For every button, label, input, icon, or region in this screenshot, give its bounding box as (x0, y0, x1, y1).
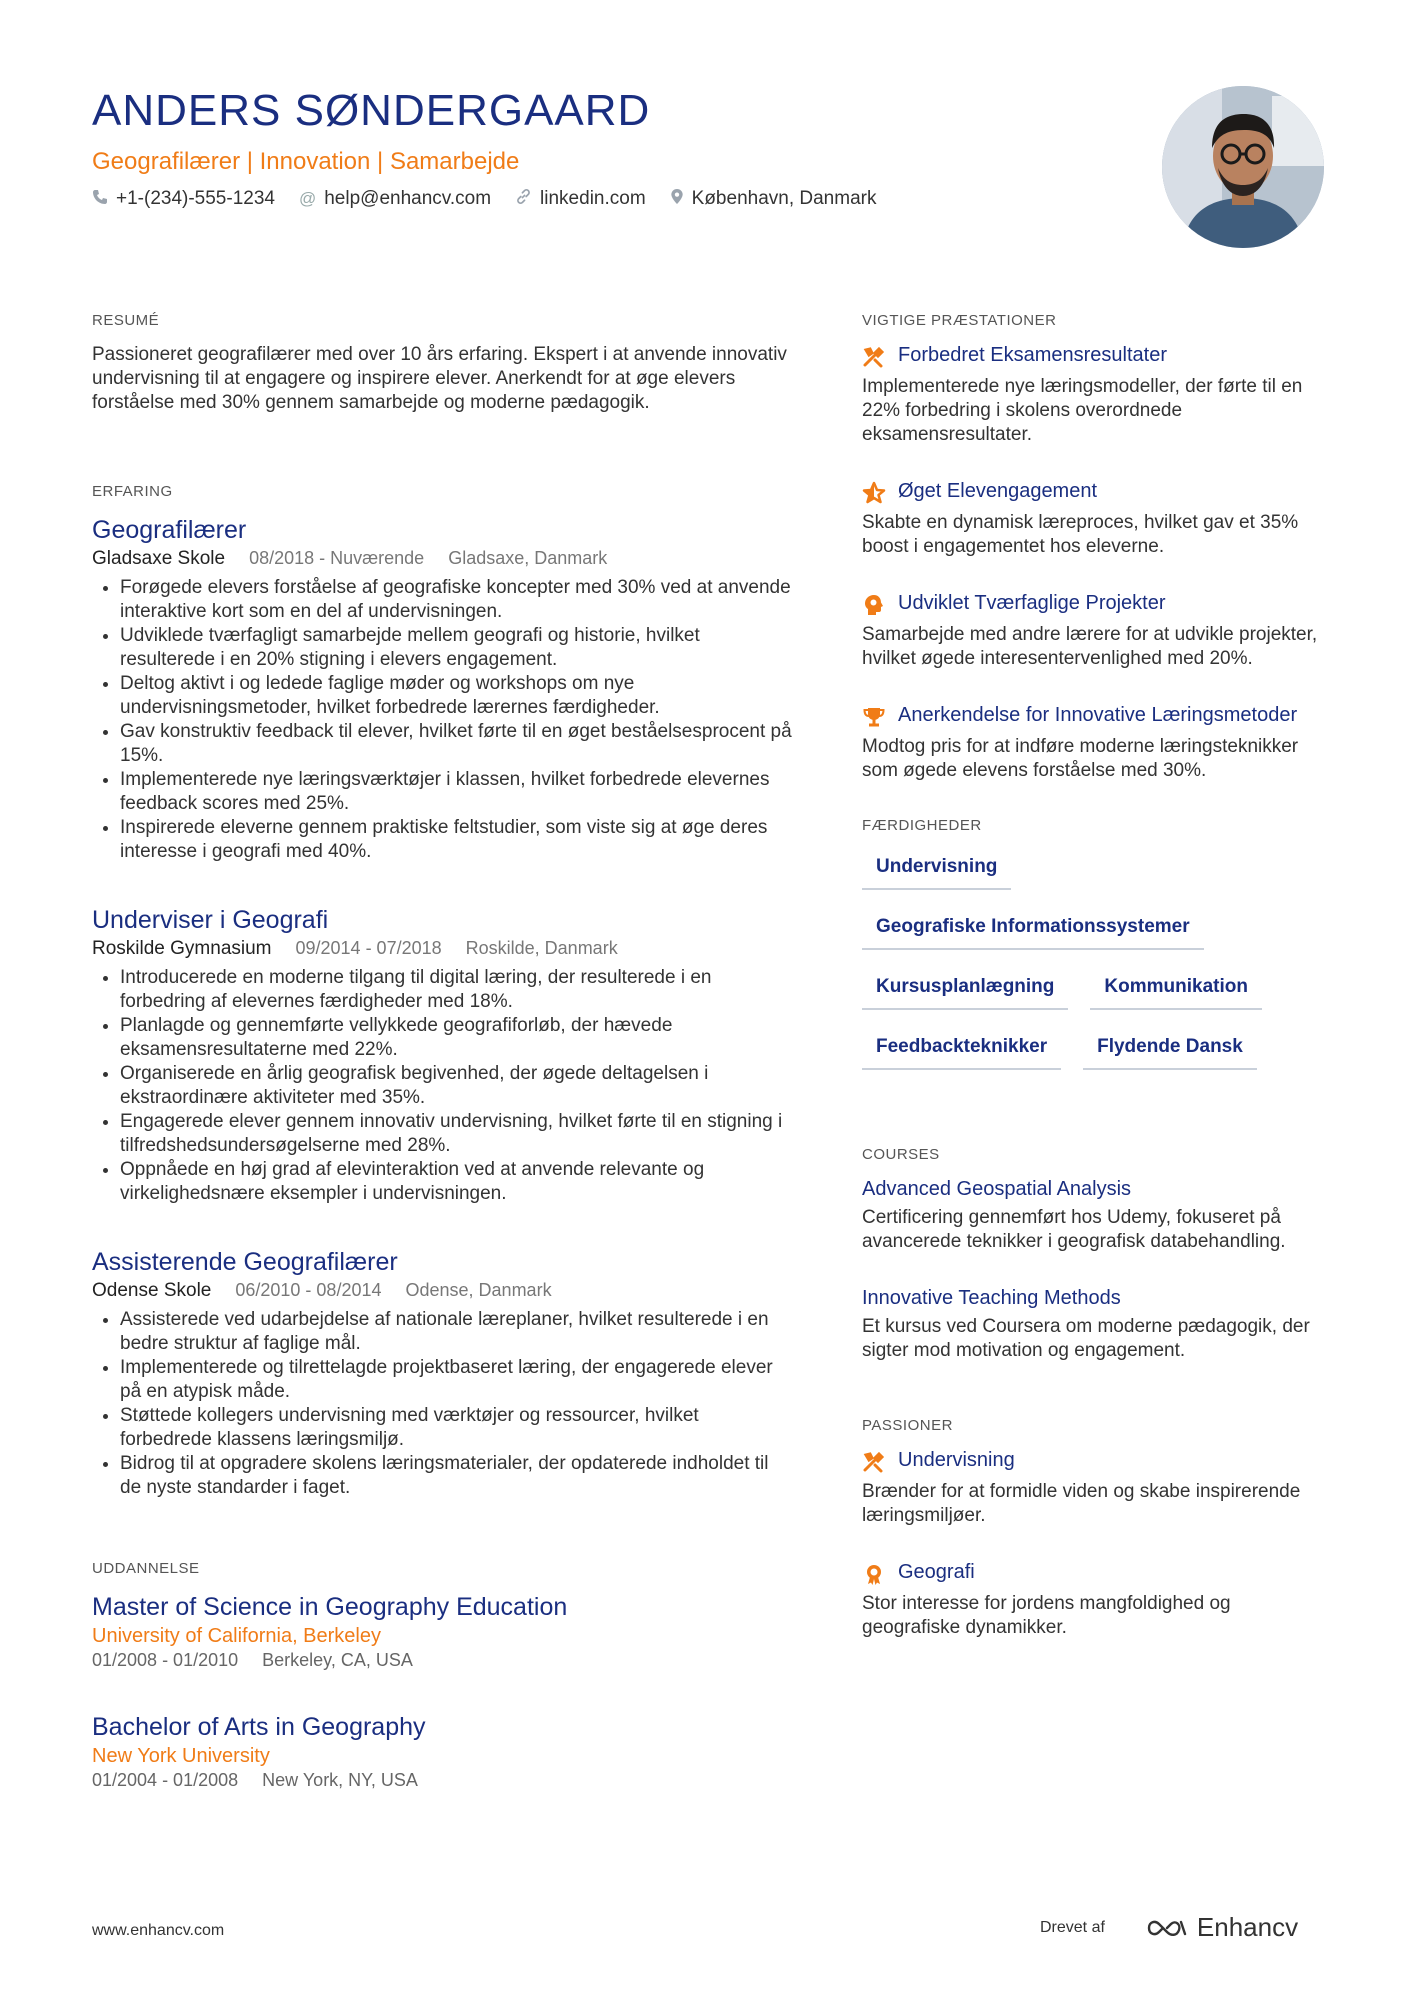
passion-item (862, 1560, 1332, 1640)
skill-tag: Undervisning (862, 848, 1011, 890)
summary-heading: RESUMÉ (92, 312, 160, 329)
job-meta (92, 1280, 792, 1302)
location-pin-icon (670, 188, 684, 210)
education-entry (92, 1711, 792, 1791)
candidate-subtitle: Geografilærer | Innovation | Samarbejde (92, 148, 520, 175)
job-bullets (92, 966, 792, 1206)
job-bullets (92, 1308, 792, 1500)
medal-icon (862, 1562, 886, 1586)
at-icon: @ (298, 189, 317, 208)
education-location: Berkeley, CA, USA (262, 1650, 413, 1670)
job-location: Roskilde, Danmark (465, 938, 618, 958)
bullet: • Assisterede ved udarbejdelse af nationale læreplaner, hvilket resulterede i en bedre struktur af faglige mål. (120, 1308, 792, 1356)
passion-title: Geografi (898, 1561, 975, 1583)
contact-row (92, 188, 1132, 210)
bullet: • Forøgede elevers forståelse af geografiske koncepter med 30% ved at anvende interaktive kort som en del af undervisningen. (120, 576, 792, 624)
passion-desc: Brænder for at formidle viden og skabe inspirerende læringsmiljøer. (862, 1481, 1301, 1526)
passions-section (862, 1417, 1332, 1640)
achievement-item (862, 479, 1332, 559)
skills-list (862, 848, 1332, 1070)
tools-icon (862, 1450, 886, 1474)
contact-phone (92, 188, 275, 210)
education-dates: 01/2004 - 01/2008 (92, 1770, 239, 1790)
achievement-item (862, 343, 1332, 447)
job-company: Roskilde Gymnasium (92, 938, 272, 959)
achievement-desc: Skabte en dynamisk læreproces, hvilket gav et 35% boost i engagementet hos eleverne. (862, 512, 1299, 557)
linkedin-text: linkedin.com (540, 188, 646, 209)
education-meta (92, 1770, 792, 1791)
school-name: New York University (92, 1745, 270, 1767)
job-location: Gladsaxe, Danmark (448, 548, 608, 568)
enhancv-logo-icon (1145, 1916, 1189, 1940)
experience-heading: ERFARING (92, 483, 173, 500)
passion-item (862, 1448, 1332, 1528)
achievement-desc: Samarbejde med andre lærere for at udvikle projekter, hvilket øgede interesentervenlighed med 20%. (862, 624, 1318, 669)
achievement-desc: Implementerede nye læringsmodeller, der førte til en 22% forbedring i skolens overordnede eksamensresultater. (862, 376, 1303, 445)
skills-heading: FÆRDIGHEDER (862, 817, 982, 834)
brand-logo[interactable] (1145, 1912, 1298, 1943)
job-title: Underviser i Geografi (92, 906, 329, 934)
achievement-title: Forbedret Eksamensresultater (898, 344, 1168, 366)
bullet: • Støttede kollegers undervisning med værktøjer og ressourcer, hvilket forbedrede klassens læringsmiljø. (120, 1404, 792, 1452)
candidate-name: ANDERS SØNDERGAARD (92, 86, 651, 135)
bullet: • Introducerede en moderne tilgang til digital læring, der resulterede i en forbedring af elevernes færdigheder med 18%. (120, 966, 792, 1014)
job-dates: 09/2014 - 07/2018 (295, 938, 442, 958)
courses-heading: COURSES (862, 1146, 940, 1163)
brand-name: Enhancv (1196, 1912, 1299, 1942)
phone-text: +1-(234)-555-1234 (116, 188, 275, 209)
education-section (92, 1560, 792, 1791)
bullet: • Udviklede tværfagligt samarbejde mellem geografi og historie, hvilket resulterede i en 20% stigning i elevers engagement. (120, 624, 792, 672)
achievement-item (862, 703, 1332, 783)
contact-linkedin[interactable] (515, 188, 646, 210)
job-entry (92, 904, 792, 1206)
achievement-title: Udviklet Tværfaglige Projekter (898, 592, 1166, 614)
course-desc: Certificering gennemført hos Udemy, fokuseret på avancerede teknikker i geografisk databehandling. (862, 1207, 1286, 1252)
course-title: Innovative Teaching Methods (862, 1287, 1121, 1309)
achievement-desc: Modtog pris for at indføre moderne læringsteknikker som øgede elevens forståelse med 30%. (862, 736, 1299, 781)
bullet: • Implementerede og tilrettelagde projektbaseret læring, der engagerede elever på en atypisk måde. (120, 1356, 792, 1404)
school-name: University of California, Berkeley (92, 1625, 381, 1647)
course-item (862, 1286, 1332, 1363)
location-text: København, Danmark (691, 188, 877, 209)
footer-website[interactable]: www.enhancv.com (92, 1922, 225, 1939)
resume-header (92, 86, 1132, 210)
bullet: • Inspirerede eleverne gennem praktiske feltstudier, som viste sig at øge deres interesse i geografi med 40%. (120, 816, 792, 864)
bullet: • Implementerede nye læringsværktøjer i klassen, hvilket forbedrede elevernes feedback scores med 25%. (120, 768, 792, 816)
experience-section (92, 483, 792, 1500)
education-heading: UDDANNELSE (92, 1560, 200, 1577)
phone-icon (92, 189, 108, 210)
courses-section (862, 1146, 1332, 1363)
achievements-section (862, 312, 1332, 783)
job-dates: 06/2010 - 08/2014 (235, 1280, 382, 1300)
summary-section (92, 312, 792, 415)
job-company: Gladsaxe Skole (92, 548, 226, 569)
skill-tag: Kursusplanlægning (862, 968, 1068, 1010)
job-entry (92, 514, 792, 864)
summary-text: Passioneret geografilærer med over 10 års erfaring. Ekspert i at anvende innovativ undervisning til at engagere og inspirere elever. Anerkendt for at øge elevers forståelse med 30% gennem samarbejde og moderne pædagogik. (92, 344, 787, 413)
skills-section (862, 817, 1332, 1070)
skill-tag: Flydende Dansk (1083, 1028, 1257, 1070)
skill-tag: Geografiske Informationssystemer (862, 908, 1204, 950)
job-company: Odense Skole (92, 1280, 212, 1301)
job-meta (92, 938, 792, 960)
trophy-icon (862, 705, 886, 729)
bullet: • Gav konstruktiv feedback til elever, hvilket førte til en øget beståelsesprocent på 15%. (120, 720, 792, 768)
job-title: Geografilærer (92, 516, 247, 544)
achievement-title: Anerkendelse for Innovative Læringsmetoder (898, 704, 1298, 726)
contact-location (670, 188, 877, 210)
bullet: • Deltog aktivt i og ledede faglige møder og workshops om nye undervisningsmetoder, hvilket forbedrede lærernes færdigheder. (120, 672, 792, 720)
tools-icon (862, 345, 886, 369)
skill-tag: Feedbackteknikker (862, 1028, 1061, 1070)
job-meta (92, 548, 792, 570)
contact-email[interactable] (299, 188, 491, 210)
education-dates: 01/2008 - 01/2010 (92, 1650, 239, 1670)
bullet: • Engagerede elever gennem innovativ undervisning, hvilket førte til en stigning i tilfredshedsundersøgelserne med 28%. (120, 1110, 792, 1158)
passions-heading: PASSIONER (862, 1417, 953, 1434)
course-desc: Et kursus ved Coursera om moderne pædagogik, der sigter mod motivation og engagement. (862, 1316, 1310, 1361)
passion-title: Undervisning (898, 1449, 1015, 1471)
education-entry (92, 1591, 792, 1671)
bullet: • Organiserede en årlig geografisk begivenhed, der øgede deltagelsen i ekstraordinære aktiviteter med 35%. (120, 1062, 792, 1110)
star-icon (862, 481, 886, 505)
achievement-item (862, 591, 1332, 671)
job-entry (92, 1246, 792, 1500)
email-text: help@enhancv.com (324, 188, 492, 209)
bullet: • Oppnåede en høj grad af elevinteraktion ved at anvende relevante og virkelighedsnære eksempler i undervisningen. (120, 1158, 792, 1206)
bullet: • Bidrog til at opgradere skolens læringsmaterialer, der opdaterede indholdet til de nyste standarder i faget. (120, 1452, 792, 1500)
education-meta (92, 1650, 792, 1671)
job-dates: 08/2018 - Nuværende (249, 548, 425, 568)
job-location: Odense, Danmark (405, 1280, 552, 1300)
left-column (92, 312, 792, 1791)
achievement-title: Øget Elevengagement (898, 480, 1098, 502)
powered-by-text: Drevet af (1040, 1918, 1105, 1936)
achievements-heading: VIGTIGE PRÆSTATIONER (862, 312, 1057, 329)
bullet: • Planlagde og gennemførte vellykkede geografiforløb, der hævede eksamensresultaterne med 22%. (120, 1014, 792, 1062)
avatar (1162, 86, 1324, 248)
education-location: New York, NY, USA (262, 1770, 418, 1790)
job-title: Assisterende Geografilærer (92, 1248, 398, 1276)
job-bullets (92, 576, 792, 864)
right-column (862, 312, 1332, 1672)
link-icon (515, 188, 532, 210)
skill-tag: Kommunikation (1090, 968, 1262, 1010)
passion-desc: Stor interesse for jordens mangfoldighed og geografiske dynamikker. (862, 1593, 1231, 1638)
course-item (862, 1177, 1332, 1254)
head-icon (862, 593, 886, 617)
course-title: Advanced Geospatial Analysis (862, 1178, 1132, 1200)
degree-title: Master of Science in Geography Education (92, 1593, 568, 1621)
degree-title: Bachelor of Arts in Geography (92, 1713, 426, 1741)
footer-branding (1040, 1912, 1298, 1943)
